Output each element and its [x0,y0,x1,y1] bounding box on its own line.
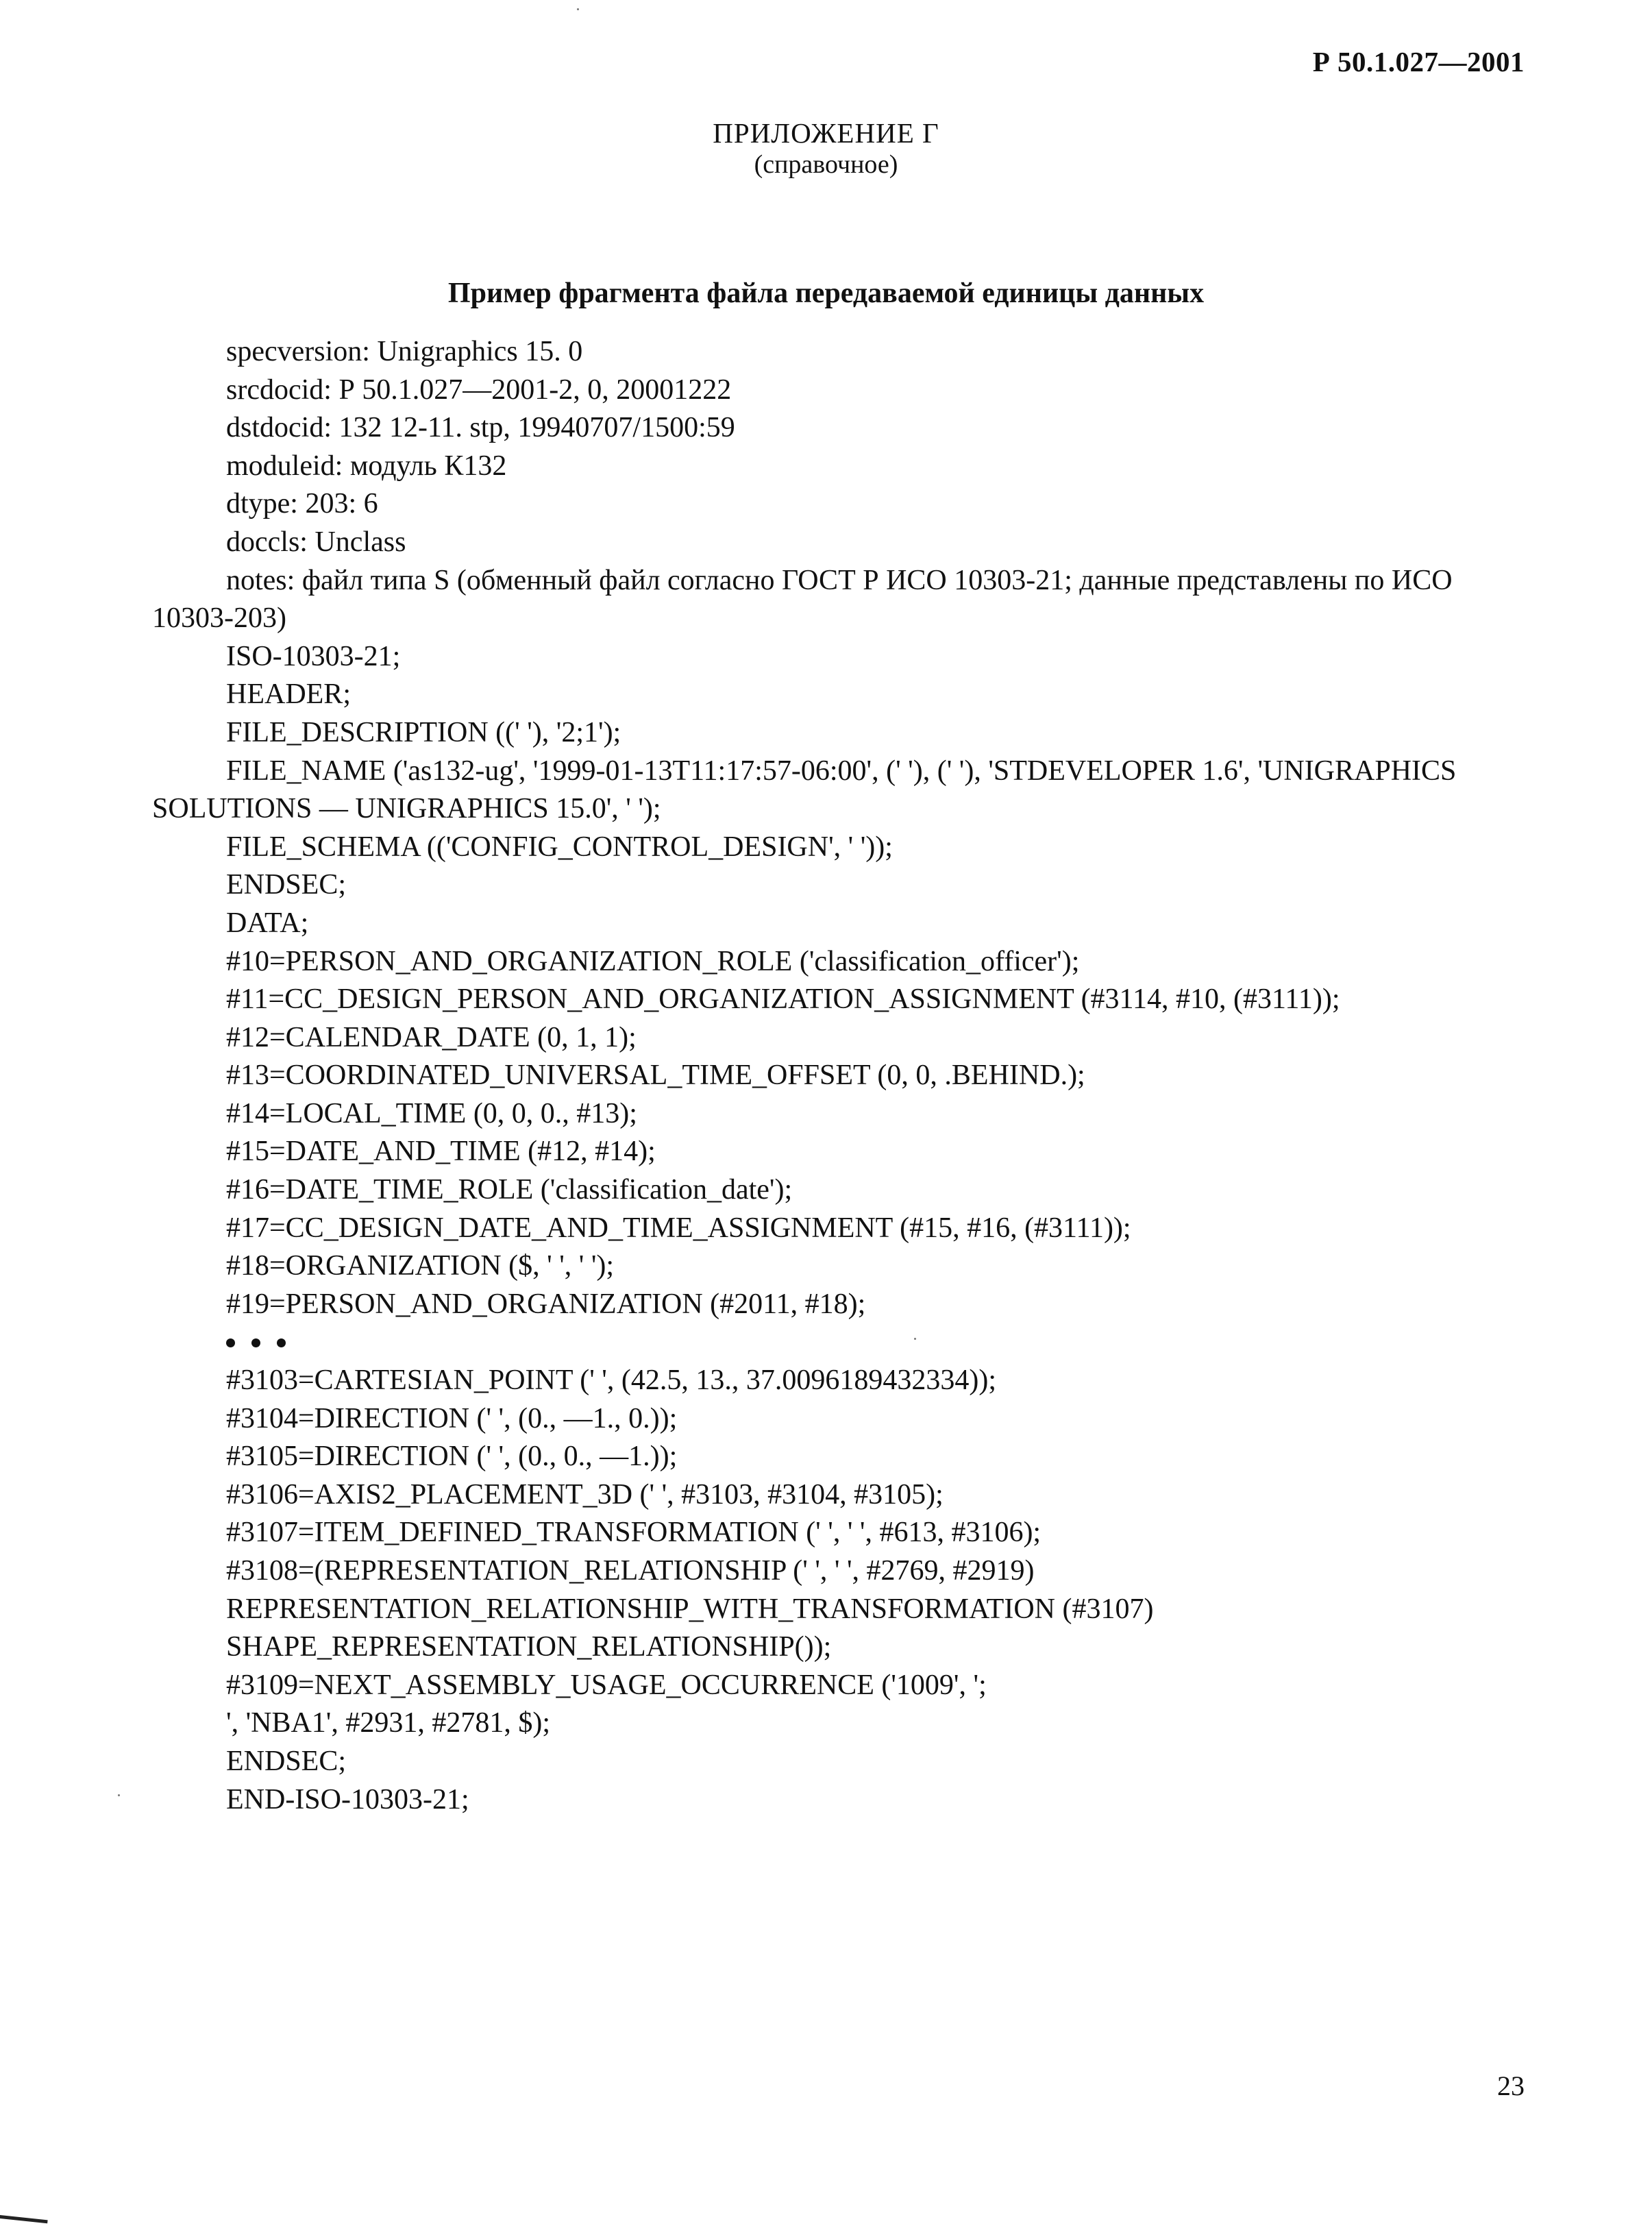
text-line: specversion: Unigraphics 15. 0 [226,336,583,367]
text-line: #10=PERSON_AND_ORGANIZATION_ROLE ('classification_officer'); [226,945,1080,977]
scan-edge-mark [0,2215,48,2223]
text-line: #3109=NEXT_ASSEMBLY_USAGE_OCCURRENCE ('1009', '; [226,1669,987,1701]
text-line: #18=ORGANIZATION ($, ' ', ' '); [226,1250,615,1282]
text-line: #15=DATE_AND_TIME (#12, #14); [226,1136,656,1168]
text-line: #16=DATE_TIME_ROLE ('classification_date'); [226,1174,793,1206]
text-line: dtype: 203: 6 [226,488,378,520]
text-line: FILE_SCHEMA (('CONFIG_CONTROL_DESIGN', ' ')); [226,831,893,863]
document-body [152,333,1519,1819]
appendix-subtitle: (справочное) [754,150,898,179]
text-line: FILE_DESCRIPTION ((' '), '2;1'); [226,716,621,748]
section-heading: Пример фрагмента файла передаваемой единицы данных [447,278,1205,309]
text-line: #12=CALENDAR_DATE (0, 1, 1); [226,1021,637,1053]
text-line: notes: файл типа S (обменный файл согласно ГОСТ Р ИСО 10303-21; данные представлены по ИСО 10303-203) [152,564,1453,635]
text-line: SHAPE_REPRESENTATION_RELATIONSHIP()); [226,1631,832,1663]
text-line: #3106=AXIS2_PLACEMENT_3D (' ', #3103, #3104, #3105); [226,1478,944,1510]
text-line: DATA; [226,907,309,939]
text-line: #11=CC_DESIGN_PERSON_AND_ORGANIZATION_ASSIGNMENT (#3114, #10, (#3111)); [226,983,1340,1016]
text-line: #3105=DIRECTION (' ', (0., 0., —1.)); [226,1441,678,1473]
text-line: #13=COORDINATED_UNIVERSAL_TIME_OFFSET (0, 0, .BEHIND.); [226,1060,1085,1092]
text-line: #17=CC_DESIGN_DATE_AND_TIME_ASSIGNMENT (#15, #16, (#3111)); [226,1212,1131,1244]
page-number: 23 [1497,2070,1525,2101]
text-line: #3104=DIRECTION (' ', (0., —1., 0.)); [226,1402,678,1434]
ellipsis-dots [152,1323,1519,1362]
text-line: #19=PERSON_AND_ORGANIZATION (#2011, #18); [226,1288,866,1320]
text-line: #14=LOCAL_TIME (0, 0, 0., #13); [226,1097,637,1129]
scan-speck [914,1338,916,1340]
text-line: doccls: Unclass [226,526,406,558]
appendix-title: ПРИЛОЖЕНИЕ Г [713,117,939,149]
bullet-dot-icon [251,1338,260,1347]
text-line: #3103=CARTESIAN_POINT (' ', (42.5, 13., 37.0096189432334)); [226,1365,996,1397]
text-line: srcdocid: Р 50.1.027—2001-2, 0, 20001222 [226,374,732,406]
text-line: moduleid: модуль К132 [226,450,507,482]
bullet-dot-icon [277,1338,286,1347]
text-line: ISO-10303-21; [226,640,401,672]
text-line: ENDSEC; [226,1745,347,1777]
text-line: ', 'NBA1', #2931, #2781, $); [226,1707,551,1739]
scan-speck [577,8,579,10]
bullet-dot-icon [226,1338,235,1347]
text-line: HEADER; [226,678,351,711]
document-code: Р 50.1.027—2001 [1312,46,1525,77]
text-line: ENDSEC; [226,869,347,901]
text-line: FILE_NAME ('as132-ug', '1999-01-13T11:17:57-06:00', (' '), (' '), 'STDEVELOPER 1.6', 'UNIGRAPHICS SOLUTIONS — UNIGRAPHICS 15.0', ' '); [152,755,1457,825]
text-line: dstdocid: 132 12-11. stp, 19940707/1500:59 [226,412,735,444]
text-line: REPRESENTATION_RELATIONSHIP_WITH_TRANSFORMATION (#3107) [226,1593,1154,1625]
text-line: #3108=(REPRESENTATION_RELATIONSHIP (' ', ' ', #2769, #2919) [226,1555,1035,1587]
scan-speck [118,1794,120,1796]
text-line: END-ISO-10303-21; [226,1783,469,1815]
text-line: #3107=ITEM_DEFINED_TRANSFORMATION (' ', ' ', #613, #3106); [226,1517,1041,1549]
